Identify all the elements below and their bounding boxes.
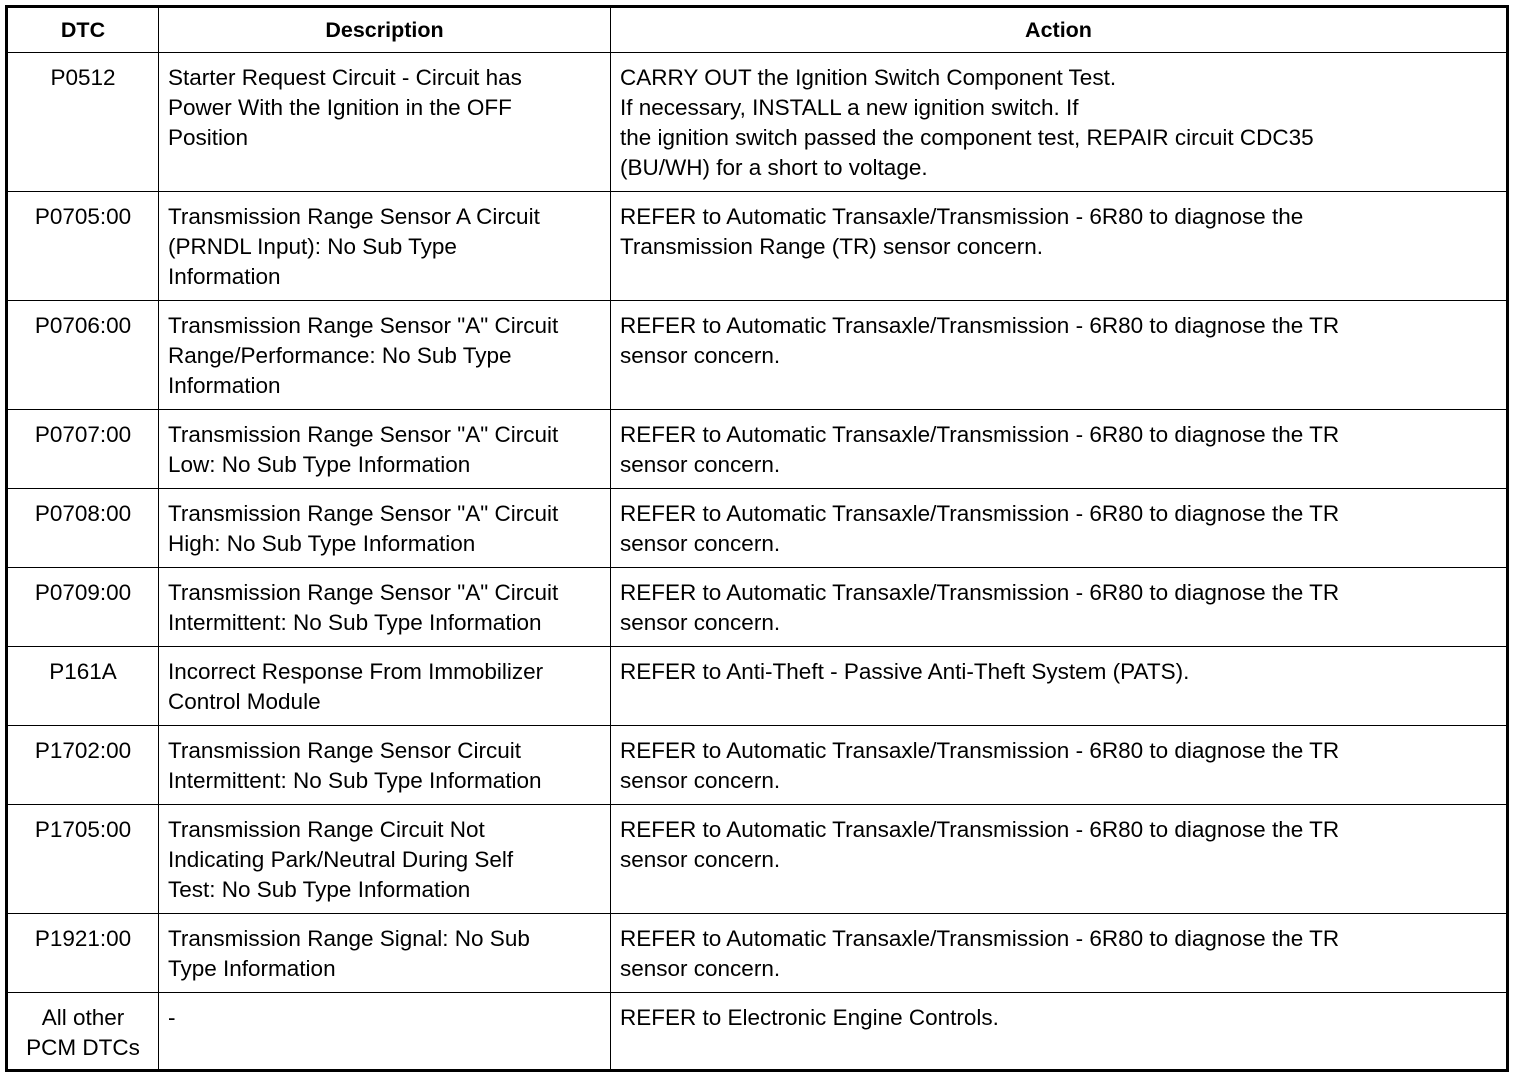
description-cell-line: Transmission Range Sensor "A" Circuit (168, 422, 559, 447)
table-header-row (7, 7, 1508, 53)
description-cell-line: Control Module (168, 689, 321, 714)
table-row (7, 568, 1508, 647)
dtc-cell (7, 805, 159, 914)
dtc-cell (7, 410, 159, 489)
description-cell-line: Position (168, 125, 249, 150)
dtc-cell-line: P0706:00 (34, 313, 132, 338)
header-action: Action (611, 7, 1508, 53)
dtc-cell (7, 53, 159, 192)
description-cell-line: Power With the Ignition in the OFF (168, 95, 512, 120)
action-cell-line: REFER to Automatic Transaxle/Transmission - 6R80 to diagnose the TR (620, 313, 1340, 338)
action-cell (611, 914, 1508, 993)
action-cell-line: sensor concern. (620, 768, 781, 793)
action-cell-line: If necessary, INSTALL a new ignition switch. If (620, 95, 1079, 120)
action-cell-line: REFER to Automatic Transaxle/Transmission - 6R80 to diagnose the TR (620, 926, 1340, 951)
description-cell-line: Information (168, 264, 281, 289)
dtc-cell (7, 489, 159, 568)
description-cell (159, 726, 611, 805)
description-cell-line: Intermittent: No Sub Type Information (168, 610, 542, 635)
action-cell-line: REFER to Automatic Transaxle/Transmission - 6R80 to diagnose the TR (620, 817, 1340, 842)
action-cell-line: CARRY OUT the Ignition Switch Component Test. (620, 65, 1117, 90)
action-cell (611, 301, 1508, 410)
description-cell (159, 489, 611, 568)
dtc-cell-line: P1702:00 (34, 738, 132, 763)
description-cell-line: Transmission Range Sensor Circuit (168, 738, 522, 763)
description-cell-line: Information (168, 373, 281, 398)
action-cell (611, 993, 1508, 1071)
description-cell-line: Transmission Range Sensor "A" Circuit (168, 501, 559, 526)
action-cell (611, 192, 1508, 301)
action-cell-line: sensor concern. (620, 531, 781, 556)
description-cell-line: Transmission Range Circuit Not (168, 817, 485, 842)
dtc-cell-line: P0707:00 (34, 422, 132, 447)
description-cell (159, 805, 611, 914)
table-row (7, 726, 1508, 805)
dtc-cell (7, 914, 159, 993)
action-cell-line: REFER to Automatic Transaxle/Transmission - 6R80 to diagnose the TR (620, 738, 1340, 763)
dtc-cell (7, 647, 159, 726)
action-cell (611, 647, 1508, 726)
dtc-cell (7, 192, 159, 301)
description-cell (159, 993, 611, 1071)
description-cell-line: Transmission Range Sensor A Circuit (168, 204, 540, 229)
action-cell-line: REFER to Automatic Transaxle/Transmission - 6R80 to diagnose the (620, 204, 1304, 229)
dtc-cell (7, 726, 159, 805)
action-cell-line: sensor concern. (620, 847, 781, 872)
description-cell (159, 410, 611, 489)
description-cell-line: (PRNDL Input): No Sub Type (168, 234, 457, 259)
description-cell-line: Incorrect Response From Immobilizer (168, 659, 544, 684)
dtc-cell (7, 301, 159, 410)
action-cell-line: REFER to Automatic Transaxle/Transmission - 6R80 to diagnose the TR (620, 501, 1340, 526)
table-row (7, 53, 1508, 192)
description-cell (159, 568, 611, 647)
action-cell-line: REFER to Automatic Transaxle/Transmission - 6R80 to diagnose the TR (620, 422, 1340, 447)
description-cell-line: Intermittent: No Sub Type Information (168, 768, 542, 793)
action-cell-line: the ignition switch passed the component test, REPAIR circuit CDC35 (620, 125, 1314, 150)
dtc-cell-line: P0708:00 (34, 501, 132, 526)
action-cell-line: REFER to Electronic Engine Controls. (620, 1005, 999, 1030)
dtc-cell-line: P0709:00 (34, 580, 132, 605)
action-cell-line: sensor concern. (620, 610, 781, 635)
action-cell (611, 726, 1508, 805)
description-cell-line: Transmission Range Sensor "A" Circuit (168, 580, 559, 605)
dtc-cell-line: P1705:00 (34, 817, 132, 842)
description-cell (159, 647, 611, 726)
action-cell-line: Transmission Range (TR) sensor concern. (620, 234, 1044, 259)
description-cell-line: Transmission Range Signal: No Sub (168, 926, 530, 951)
description-cell-line: Type Information (168, 956, 336, 981)
table-row (7, 993, 1508, 1071)
action-cell (611, 53, 1508, 192)
dtc-cell-line: P0705:00 (34, 204, 132, 229)
table-row (7, 647, 1508, 726)
description-cell-line: Indicating Park/Neutral During Self (168, 847, 514, 872)
action-cell-line: (BU/WH) for a short to voltage. (620, 155, 928, 180)
description-cell (159, 53, 611, 192)
header-description: Description (159, 7, 611, 53)
description-cell-line: Transmission Range Sensor "A" Circuit (168, 313, 559, 338)
description-cell-line: Low: No Sub Type Information (168, 452, 471, 477)
table-row (7, 805, 1508, 914)
action-cell-line: REFER to Anti-Theft - Passive Anti-Theft System (PATS). (620, 659, 1190, 684)
dtc-cell-line: P161A (49, 659, 117, 684)
description-cell (159, 914, 611, 993)
header-dtc: DTC (7, 7, 159, 53)
action-cell (611, 410, 1508, 489)
dtc-cell-line: All other (41, 1005, 125, 1030)
description-cell-line: Range/Performance: No Sub Type (168, 343, 512, 368)
description-cell-line: Test: No Sub Type Information (168, 877, 471, 902)
description-cell (159, 301, 611, 410)
description-cell-line: High: No Sub Type Information (168, 531, 476, 556)
table-row (7, 914, 1508, 993)
action-cell-line: sensor concern. (620, 956, 781, 981)
action-cell-line: REFER to Automatic Transaxle/Transmission - 6R80 to diagnose the TR (620, 580, 1340, 605)
table-row (7, 489, 1508, 568)
action-cell-line: sensor concern. (620, 343, 781, 368)
dtc-cell-line: P1921:00 (34, 926, 132, 951)
dtc-cell-line: PCM DTCs (26, 1035, 140, 1060)
table-row (7, 410, 1508, 489)
action-cell-line: sensor concern. (620, 452, 781, 477)
action-cell (611, 489, 1508, 568)
description-cell (159, 192, 611, 301)
dtc-cell-line: P0512 (50, 65, 116, 90)
action-cell (611, 568, 1508, 647)
dtc-table (5, 5, 1509, 1072)
dtc-cell (7, 568, 159, 647)
table-row (7, 301, 1508, 410)
table-row (7, 192, 1508, 301)
action-cell (611, 805, 1508, 914)
description-cell-line: - (168, 1005, 176, 1030)
table-body (7, 53, 1508, 1071)
dtc-table-container (5, 5, 1506, 1072)
description-cell-line: Starter Request Circuit - Circuit has (168, 65, 522, 90)
dtc-cell (7, 993, 159, 1071)
